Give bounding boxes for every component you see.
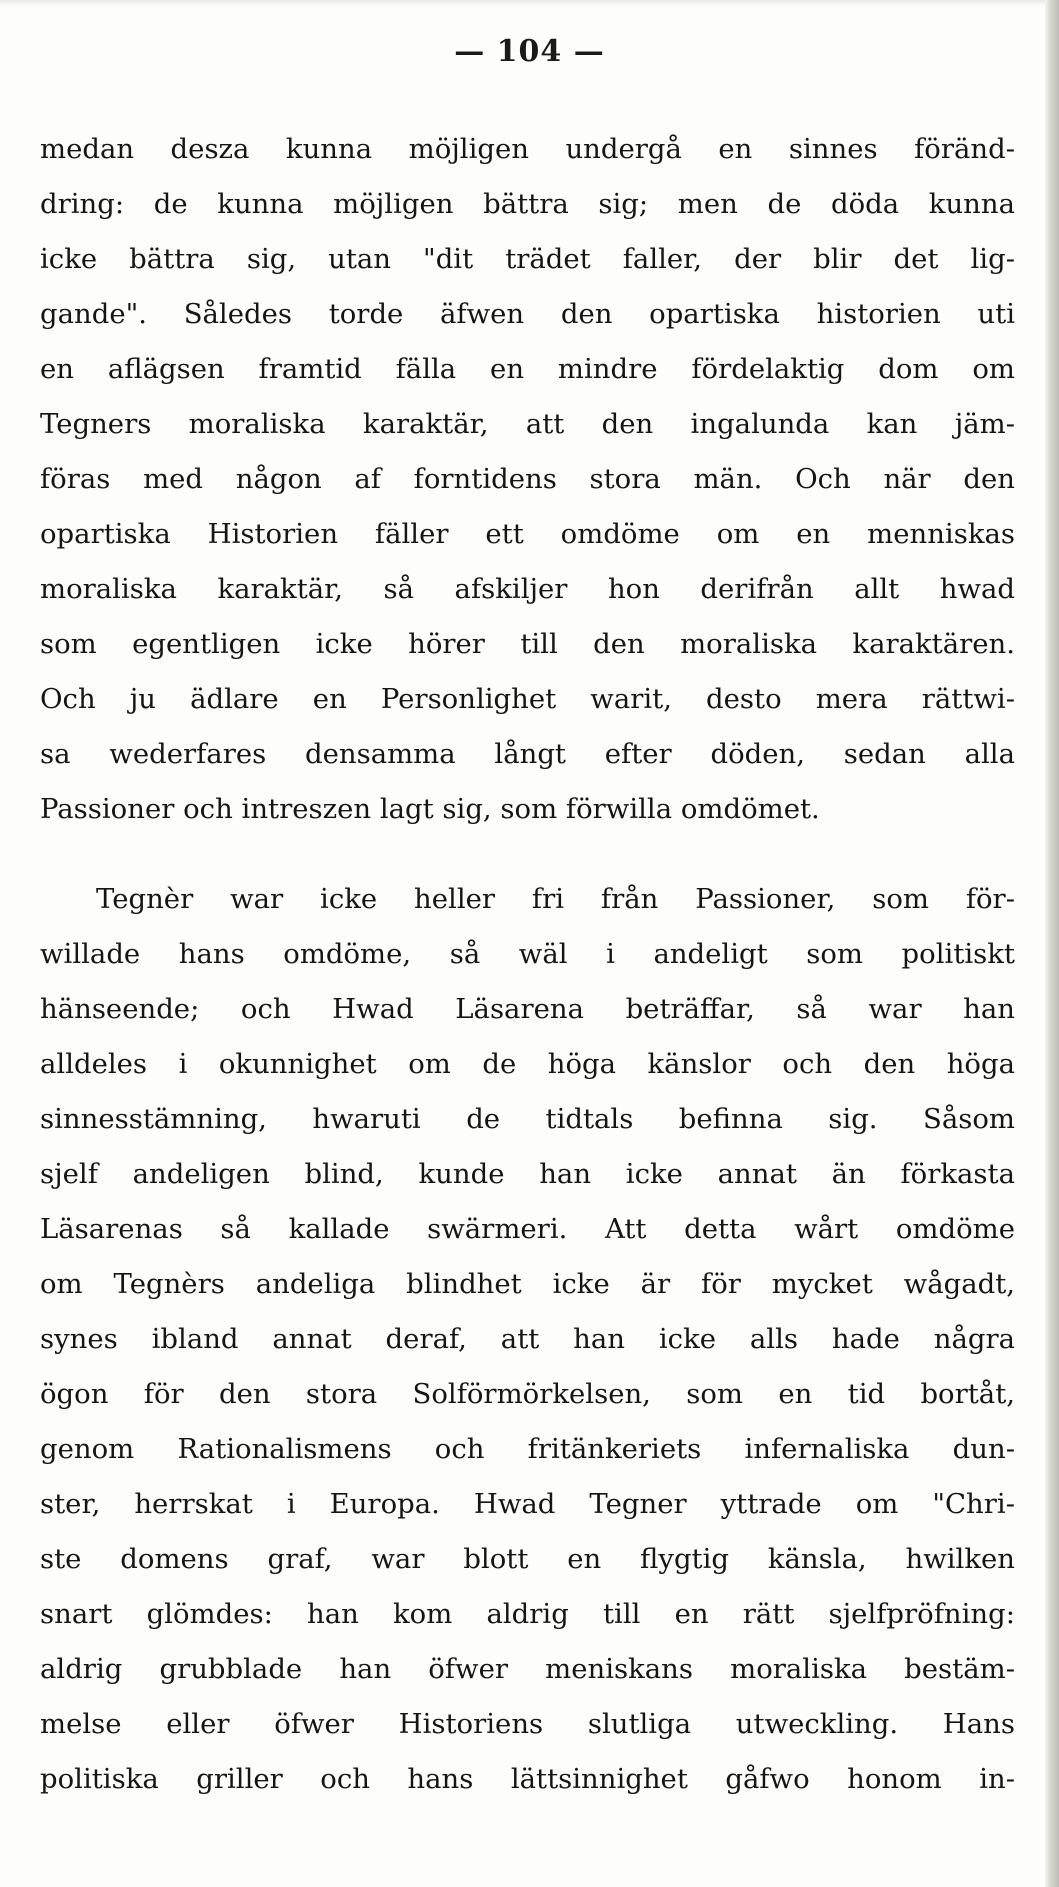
text-line: moraliska karaktär, så afskiljer hon derifrån allt hwad [40, 573, 1015, 605]
text-line: en aflägsen framtid fälla en mindre fördelaktig dom om [40, 353, 1015, 385]
text-line: ste domens graf, war blott en flygtig känsla, hwilken [40, 1543, 1015, 1575]
paragraph-2 [40, 872, 1015, 1807]
text-line: synes ibland annat deraf, att han icke alls hade några [40, 1323, 1015, 1355]
text-line: genom Rationalismens och fritänkeriets infernaliska dun- [40, 1433, 1015, 1465]
text-line: snart glömdes: han kom aldrig till en rätt sjelfpröfning: [40, 1598, 1015, 1630]
text-line: melse eller öfwer Historiens slutliga utweckling. Hans [40, 1708, 1015, 1740]
text-line: alldeles i okunnighet om de höga känslor och den höga [40, 1048, 1015, 1080]
text-line: föras med någon af forntidens stora män. Och när den [40, 463, 1015, 495]
text-line: icke bättra sig, utan "dit trädet faller, der blir det lig- [40, 243, 1015, 275]
page-binding-edge [1045, 0, 1059, 1887]
text-line: Passioner och intreszen lagt sig, som förwilla omdömet. [40, 793, 820, 825]
text-line: Och ju ädlare en Personlighet warit, desto mera rättwi- [40, 683, 1015, 715]
text-line: aldrig grubblade han öfwer meniskans moraliska bestäm- [40, 1653, 1015, 1685]
text-line: hänseende; och Hwad Läsarena beträffar, så war han [40, 993, 1015, 1025]
text-line: willade hans omdöme, så wäl i andeligt som politiskt [40, 938, 1015, 970]
text-line: Läsarenas så kallade swärmeri. Att detta wårt omdöme [40, 1213, 1015, 1245]
text-line: dring: de kunna möjligen bättra sig; men de döda kunna [40, 188, 1015, 220]
page-number: — 104 — [454, 34, 605, 69]
page-top-edge [0, 0, 1059, 6]
text-line: sjelf andeligen blind, kunde han icke annat än förkasta [40, 1158, 1015, 1190]
text-line: ster, herrskat i Europa. Hwad Tegner yttrade om "Chri- [40, 1488, 1015, 1520]
text-line: sa wederfares densamma långt efter döden, sedan alla [40, 738, 1015, 770]
text-line: gande". Således torde äfwen den opartiska historien uti [40, 298, 1015, 330]
text-line: Tegners moraliska karaktär, att den ingalunda kan jäm- [40, 408, 1015, 440]
text-line: Tegnèr war icke heller fri från Passioner, som för- [96, 883, 1015, 915]
paragraph-1 [40, 122, 1015, 837]
text-line: som egentligen icke hörer till den moraliska karaktären. [40, 628, 1015, 660]
text-line: opartiska Historien fäller ett omdöme om en menniskas [40, 518, 1015, 550]
text-line: ögon för den stora Solförmörkelsen, som en tid bortåt, [40, 1378, 1015, 1410]
text-line: politiska griller och hans lättsinnighet gåfwo honom in- [40, 1763, 1015, 1795]
text-line: om Tegnèrs andeliga blindhet icke är för mycket wågadt, [40, 1268, 1015, 1300]
text-line: sinnesstämning, hwaruti de tidtals befinna sig. Såsom [40, 1103, 1015, 1135]
text-line: medan desza kunna möjligen undergå en sinnes föränd- [40, 133, 1015, 165]
